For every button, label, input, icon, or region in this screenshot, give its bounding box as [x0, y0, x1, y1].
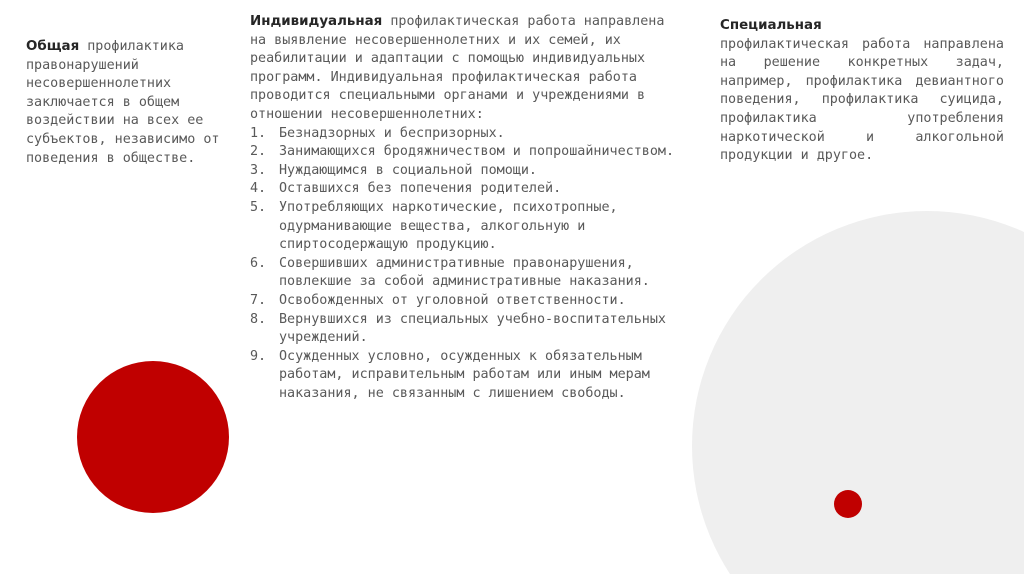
- special-prevention-body: профилактическая работа направлена на решение конкретных задач, например, профилактика девиантного поведения, профилактика суицида, профилактика употребления наркотической и алкогольной продукции и другое.: [720, 36, 1004, 164]
- list-item: [250, 348, 684, 404]
- list-item-text: Осужденных условно, осужденных к обязательным работам, исправительным работам или иным мерам наказания, не связанным с лишением свободы.: [279, 348, 650, 401]
- list-item-text: Употребляющих наркотические, психотропные, одурманивающие вещества, алкогольную и спиртосодержащую продукцию.: [279, 199, 618, 253]
- list-item-number: 1.: [250, 125, 267, 141]
- list-item-number: 3.: [250, 162, 267, 178]
- list-item: [250, 199, 684, 255]
- list-item: [250, 255, 684, 292]
- list-item-text: Освобожденных от уголовной ответственности.: [279, 292, 626, 308]
- list-item: [250, 162, 684, 181]
- list-item-text: Оставшихся без попечения родителей.: [279, 181, 562, 197]
- list-item-number: 2.: [250, 144, 267, 160]
- list-item: [250, 143, 684, 162]
- list-item-text: Вернувшихся из специальных учебно-воспитательных учреждений.: [279, 311, 666, 346]
- list-item: [250, 125, 684, 144]
- individual-prevention-heading: Индивидуальная: [250, 14, 383, 29]
- red-circle-large-decoration: [77, 361, 229, 513]
- list-item-number: 6.: [250, 255, 267, 271]
- general-prevention-heading: Общая: [26, 39, 80, 54]
- list-item-text: Занимающихся бродяжничеством и попрошайничеством.: [279, 144, 675, 160]
- background-circle-decoration: [692, 211, 1024, 574]
- list-item-text: Безнадзорных и беспризорных.: [279, 125, 505, 141]
- list-item: [250, 180, 684, 199]
- list-item-number: 8.: [250, 311, 267, 327]
- red-circle-small-decoration: [834, 490, 862, 518]
- list-item: [250, 292, 684, 311]
- general-prevention-body: профилактика правонарушений несовершеннолетних заключается в общем воздействии на всех ее субъектов, независимо от поведения в обществе.: [26, 39, 220, 166]
- special-prevention-heading: Специальная: [720, 18, 822, 33]
- list-item-number: 7.: [250, 292, 267, 308]
- list-item-number: 4.: [250, 181, 267, 197]
- individual-prevention-intro: [250, 13, 684, 125]
- list-item: [250, 311, 684, 348]
- list-item-text: Нуждающимся в социальной помощи.: [279, 162, 537, 178]
- list-item-text: Совершивших административные правонарушения, повлекшие за собой административные наказания.: [279, 255, 650, 290]
- individual-prevention-body: профилактическая работа направлена на выявление несовершеннолетних и их семей, их реабилитации и адаптации с помощью индивидуальных программ. Индивидуальная профилактическая работа проводится специальными органами и учреждениями в отношении несовершеннолетних:: [250, 14, 665, 122]
- list-item-number: 5.: [250, 199, 267, 215]
- individual-prevention-block: [250, 13, 684, 403]
- list-item-number: 9.: [250, 348, 267, 364]
- general-prevention-text: [26, 38, 262, 168]
- special-prevention-text: [720, 17, 1004, 166]
- target-groups-list: [250, 125, 684, 404]
